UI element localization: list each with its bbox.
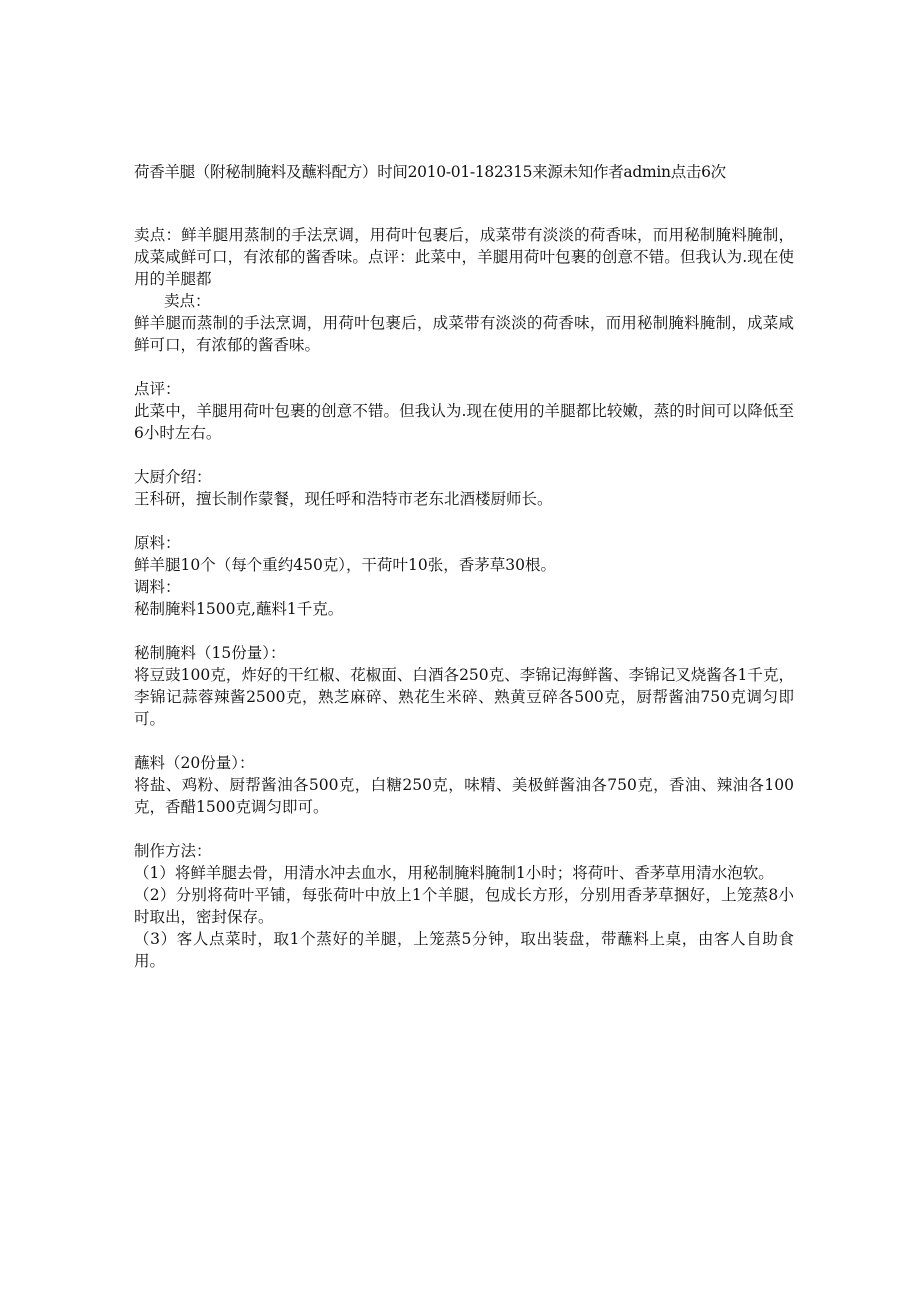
spacer xyxy=(134,356,794,378)
seasoning-label: 调料： xyxy=(134,578,181,596)
summary-paragraph: 卖点：鲜羊腿用蒸制的手法烹调，用荷叶包裹后，成菜带有淡淡的荷香味，而用秘制腌料腌制，成菜咸鲜可口，有浓郁的酱香味。点评：此菜中，羊腿用荷叶包裹的创意不错。但我认为.现在使用的羊腿都 xyxy=(134,226,794,288)
spacer xyxy=(134,818,794,840)
method-label: 制作方法： xyxy=(134,842,212,860)
ingredients-text: 鲜羊腿10个（每个重约450克），干荷叶10张，香茅草30根。 xyxy=(134,556,557,574)
spacer xyxy=(134,444,794,466)
article-body xyxy=(134,224,794,972)
method-step: （3）客人点菜时，取1个蒸好的羊腿，上笼蒸5分钟，取出装盘，带蘸料上桌，由客人自助食用。 xyxy=(134,930,794,970)
ingredients-label: 原料： xyxy=(134,534,181,552)
spacer xyxy=(134,620,794,642)
marinade-text: 将豆豉100克，炸好的干红椒、花椒面、白酒各250克、李锦记海鲜酱、李锦记叉烧酱各1千克，李锦记蒜蓉辣酱2500克，熟芝麻碎、熟花生米碎、熟黄豆碎各500克，厨帮酱油750克调匀即可。 xyxy=(134,666,794,728)
chef-text: 王科研，擅长制作蒙餐，现任呼和浩特市老东北酒楼厨师长。 xyxy=(134,490,553,508)
selling-point-label: 卖点： xyxy=(164,292,211,310)
article-title: 荷香羊腿（附秘制腌料及蘸料配方）时间2010-01-182315来源未知作者admin点击6次 xyxy=(134,163,726,181)
spacer xyxy=(134,730,794,752)
review-label: 点评： xyxy=(134,380,181,398)
marinade-label: 秘制腌料（15份量）： xyxy=(134,644,286,662)
selling-point-text: 鲜羊腿而蒸制的手法烹调，用荷叶包裹后，成菜带有淡淡的荷香味，而用秘制腌料腌制，成菜咸鲜可口，有浓郁的酱香味。 xyxy=(134,314,794,354)
dip-label: 蘸料（20份量）： xyxy=(134,754,255,772)
dip-text: 将盐、鸡粉、厨帮酱油各500克，白糖250克，味精、美极鲜酱油各750克，香油、辣油各100克，香醋1500克调匀即可。 xyxy=(134,776,794,816)
seasoning-text: 秘制腌料1500克,蘸料1千克。 xyxy=(134,600,344,618)
spacer xyxy=(134,510,794,532)
review-text: 此菜中，羊腿用荷叶包裹的创意不错。但我认为.现在使用的羊腿都比较嫩，蒸的时间可以降低至6小时左右。 xyxy=(134,402,794,442)
method-step: （2）分别将荷叶平铺，每张荷叶中放上1个羊腿，包成长方形，分别用香茅草捆好，上笼蒸8小时取出，密封保存。 xyxy=(134,886,794,926)
chef-label: 大厨介绍： xyxy=(134,468,212,486)
method-step: （1）将鲜羊腿去骨，用清水冲去血水，用秘制腌料腌制1小时；将荷叶、香茅草用清水泡软。 xyxy=(134,864,774,882)
